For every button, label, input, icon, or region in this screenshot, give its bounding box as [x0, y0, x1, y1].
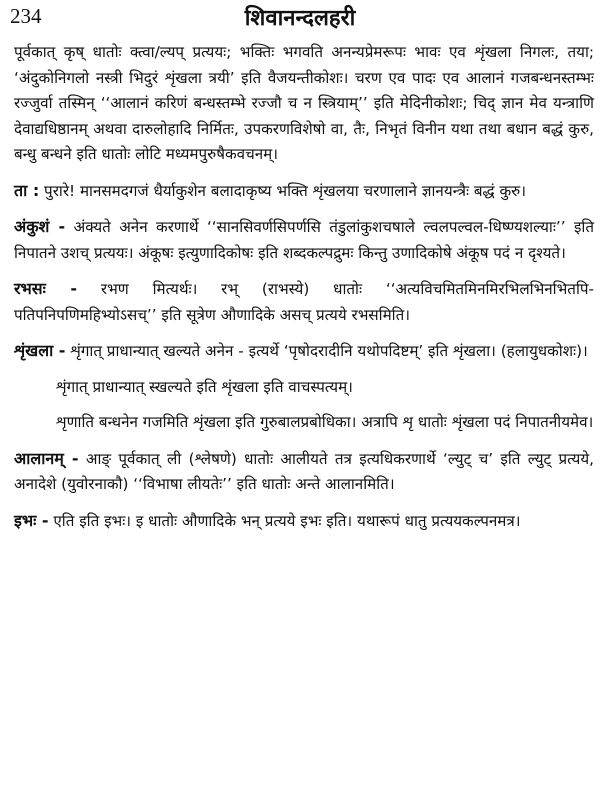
paragraph-text: शृंगात् प्राधान्यात् स्खल्यते इति शृंखला इति वाचस्पत्यम्।: [56, 377, 353, 396]
paragraph-text: पूर्वकात् कृष् धातोः क्त्वा/ल्यप् प्रत्ययः; भक्तिः भगवति अनन्यप्रेमरूपः भावः एव शृंखला निगलः, तया; ‘अंदुकोनिगलो नस्त्री भिदुरं शृंखला त्रयी’ इति वैजयन्तीकोशः। चरण एव पादः एव आलानं गजबन्धनस्तम्भः रज्जुर्वा तस्मिन् ‘‘आलानं करिणं बन्धस्तम्भे रज्जौ च न स्त्रियाम्’’ इति मेदिनीकोशः; चिद् ज्ञान मेव यन्त्राणि देवाद्यधिष्ठानम् अथवा दारुलोहादि निर्मितः, उपकरणविशेषो वा, तैः, निभृतं विनीन यथा तथा बधान बद्धं कुरु, बन्धु बन्धने इति धातोः लोटि मध्यमपुरुषैकवचनम्।: [14, 43, 594, 163]
paragraph: [14, 508, 594, 535]
paragraph-text: अंक्यते अनेन करणार्थे ‘‘सानसिवर्णसिपर्णसि तंडुलांकुशचषाले ल्वलपल्वल-धिष्ण्यशल्याः’’ इति निपातने उशच् प्रत्ययः। अंकूषः इत्युणादिकोषः इति शब्दकल्पद्रुमः किन्तु उणादिकोषे अंकूष पदं न दृश्यते।: [14, 218, 594, 262]
paragraph-text: शृंगात् प्राधान्यात् खल्यते अनेन - इत्यर्थे ‘पृषोदरादीनि यथोपदिष्टम्’ इति शृंखला। (हलायुधकोशः)।: [65, 342, 588, 360]
paragraph: [14, 338, 594, 365]
paragraph: [14, 178, 594, 205]
paragraph-text: शृणाति बन्धनेन गजमिति शृंखला इति गुरुबालप्रबोधिका। अत्रापि शृ धातोः शृंखला पदं निपातनीयमेव।: [56, 413, 594, 431]
paragraph: [14, 214, 594, 266]
term-heading: शृंखला -: [14, 341, 66, 360]
paragraph-text: पुरारे! मानसमदगजं धैर्याकुशेन बलादाकृष्य भक्ति शृंखलया चरणालाने ज्ञानयन्त्रैः बद्धं कुरु।: [39, 181, 527, 200]
term-heading: रभसः -: [14, 279, 78, 298]
paragraph: [14, 40, 594, 168]
page-number: 234: [10, 4, 42, 28]
paragraph: [14, 276, 594, 328]
paragraph-text: आङ् पूर्वकात् ली (श्लेषणे) धातोः आलीयते तत्र इत्यधिकरणार्थे ‘ल्युट् च’ इति ल्युट् प्रत्यये, अनादेशे (युवोरनाकौ) ‘‘विभाषा लीयतेः’’ इति धातोः अन्ते आलानमिति।: [14, 449, 594, 493]
term-heading: इभः -: [14, 510, 49, 530]
running-title: शिवानन्दलहरी: [244, 6, 356, 31]
paragraph-text: एति इति इभः। इ धातोः औणादिके भन् प्रत्यये इभः इति। यथारूपं धातु प्रत्ययकल्पनमत्र।: [48, 511, 521, 530]
term-heading: आलानम् -: [14, 448, 79, 468]
page-body: [14, 40, 594, 544]
page-header: [8, 2, 592, 32]
term-heading: ता :: [14, 180, 40, 200]
paragraph-text: रभण मित्यर्थः। रभ् (राभस्ये) धातोः ‘‘अत्यविचमितमिनमिरभिलभिनभितपि-पतिपनिपणिमहिभ्योऽसच्’’ इति सूत्रेण औणादिके असच् प्रत्यये रभसमिति।: [14, 280, 594, 324]
paragraph: [14, 410, 594, 436]
paragraph: [14, 375, 594, 401]
paragraph: [14, 446, 594, 498]
term-heading: अंकुशं -: [14, 217, 66, 236]
